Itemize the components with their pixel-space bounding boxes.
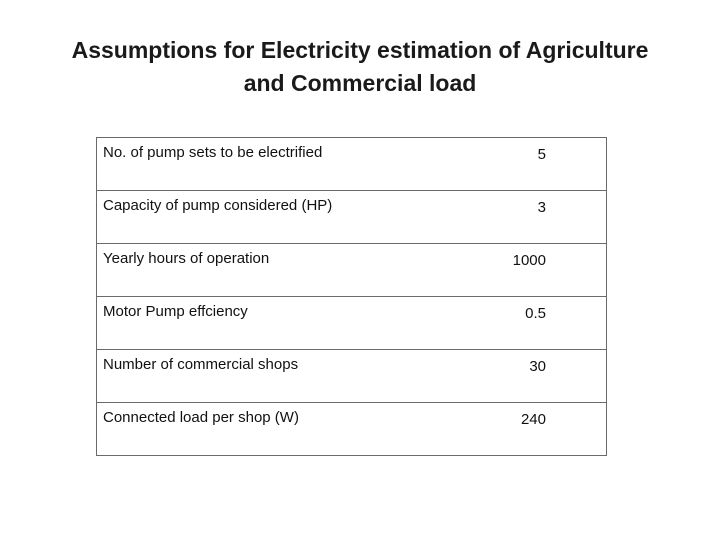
page-title <box>40 34 680 100</box>
table-row <box>97 138 607 191</box>
parameter-cell: Connected load per shop (W) <box>97 403 494 456</box>
page-title-line-2: and Commercial load <box>243 70 477 96</box>
page-title-line-1: Assumptions for Electricity estimation of Agriculture <box>71 37 649 63</box>
table-row <box>97 403 607 456</box>
table-row <box>97 350 607 403</box>
table-row <box>97 244 607 297</box>
parameter-cell: Capacity of pump considered (HP) <box>97 191 494 244</box>
value-cell: 0.5 <box>493 297 607 350</box>
parameter-cell: Number of commercial shops <box>97 350 494 403</box>
value-cell: 5 <box>493 138 607 191</box>
parameter-cell: No. of pump sets to be electrified <box>103 144 323 161</box>
assumptions-table <box>96 137 607 456</box>
table-row <box>97 191 607 244</box>
parameter-cell: Yearly hours of operation <box>97 244 494 297</box>
value-cell: 30 <box>493 350 607 403</box>
value-cell: 1000 <box>493 244 607 297</box>
value-cell: 240 <box>493 403 607 456</box>
parameter-cell: Motor Pump effciency <box>97 297 494 350</box>
value-cell: 3 <box>493 191 607 244</box>
table-row <box>97 297 607 350</box>
